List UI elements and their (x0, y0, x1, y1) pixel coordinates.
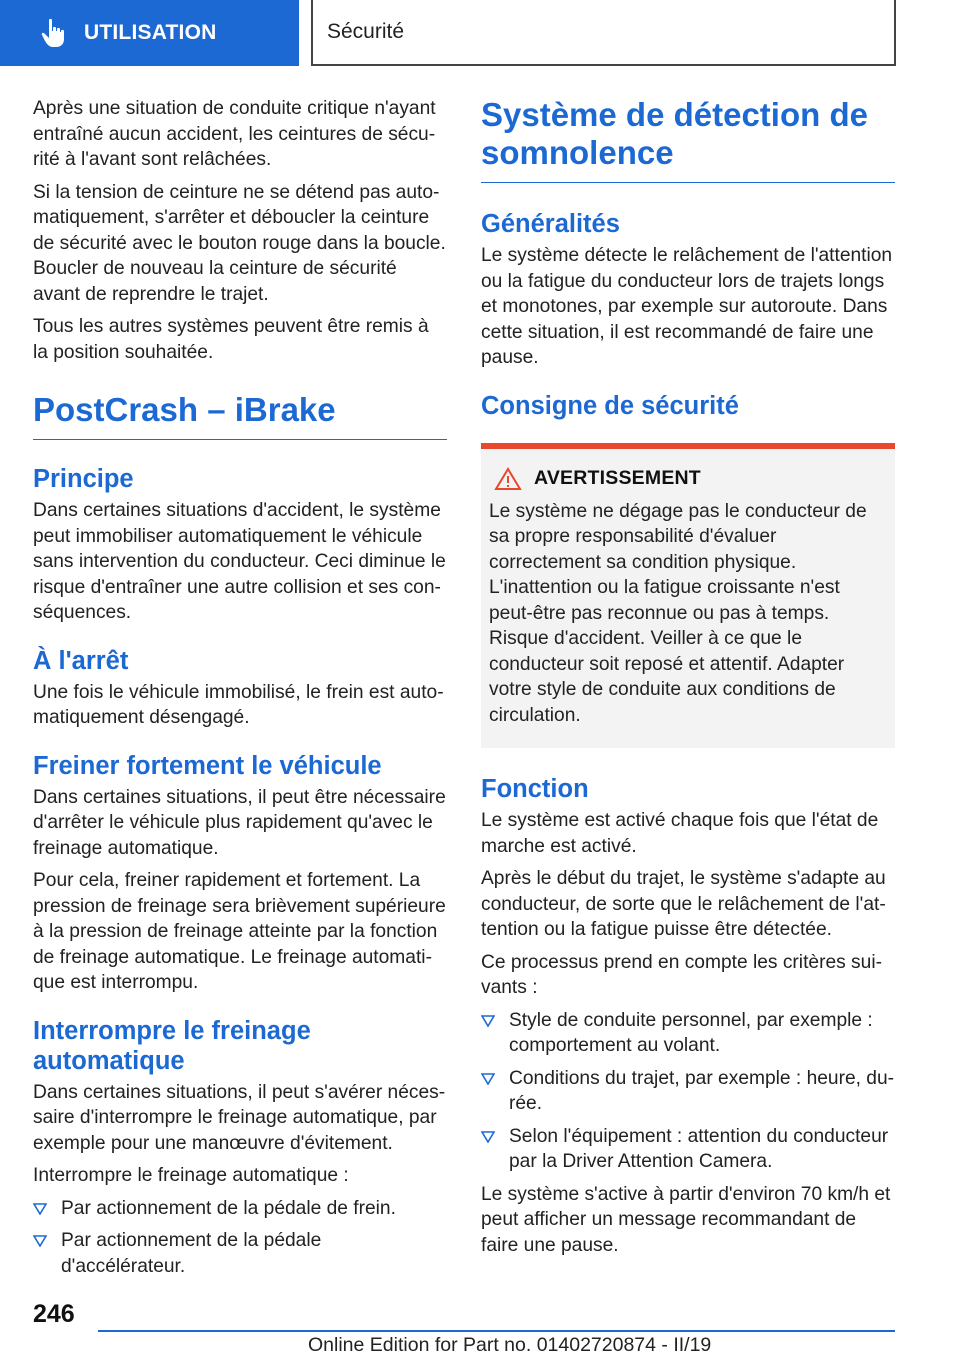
intro-paragraph-1: Après une situation de conduite critique n'ayant entraîné aucun accident, les ceintures de sécurité à l'avant sont relâchées. (33, 98, 436, 170)
freiner-heading: Freiner fortement le véhicule (33, 751, 382, 780)
list-item-text: Conditions du trajet, par exemple : heure, durée. (509, 1067, 895, 1114)
section-label: UTILISATION (84, 21, 217, 44)
warning-box (481, 443, 895, 749)
interrompre-heading: Interrompre le freinage automatique (33, 1016, 311, 1075)
warning-label: AVERTISSEMENT (534, 467, 701, 489)
principe-paragraph: Dans certaines situations d'accident, le système peut immobiliser automatiquement le véhicule sans intervention du conducteur. Ceci diminue le risque d'entraîner une autre collision et ses conséquences. (33, 500, 446, 623)
somnolence-heading: Système de détection de somnolence (481, 96, 895, 183)
principe-heading: Principe (33, 465, 134, 493)
list-item-text: Par actionnement de la pédale d'accélérateur. (61, 1230, 322, 1277)
page-number: 246 (33, 1300, 75, 1328)
left-column (33, 96, 447, 1286)
list-item-text: Par actionnement de la pédale de frein. (61, 1197, 396, 1219)
fonction-paragraph-2: Après le début du trajet, le système s'adapte au conducteur, de sorte que le relâchement de l'attention ou la fatigue puisse être détectée. (481, 868, 886, 940)
arret-heading: À l'arrêt (33, 646, 129, 675)
right-column (481, 96, 895, 1265)
list-item (481, 1066, 895, 1117)
section-tab[interactable] (0, 0, 299, 66)
triangle-bullet-icon (481, 1073, 495, 1085)
page-header (0, 0, 960, 66)
fonction-list (481, 1008, 895, 1175)
generalites-paragraph: Le système détecte le relâchement de l'attention ou la fatigue du conducteur lors de trajets longs et monotones, par exemple sur autoroute. Dans cette situation, il est recommandé de faire une pause. (481, 245, 893, 368)
footer-edition: Online Edition for Part no. 01402720874 - II/19 (308, 1334, 712, 1356)
intro-paragraph-2: Si la tension de ceinture ne se détend pas automatiquement, s'arrêter et déboucler la ceinture de sécurité avec le bouton rouge dans la boucle. Boucler de nouveau la ceinture de sécurité avant de reprendre le trajet. (33, 181, 446, 305)
triangle-bullet-icon (481, 1015, 495, 1027)
fonction-heading: Fonction (481, 775, 589, 803)
interrompre-paragraph-2: Interrompre le freinage automatique : (33, 1165, 349, 1186)
triangle-bullet-icon (33, 1235, 47, 1247)
freiner-paragraph-1: Dans certaines situations, il peut être nécessaire d'arrêter le véhicule plus rapidement qu'avec le freinage automatique. (33, 786, 446, 859)
interrompre-list (33, 1196, 447, 1280)
fonction-paragraph-1: Le système est activé chaque fois que l'état de marche est activé. (481, 810, 879, 857)
list-item (481, 1124, 895, 1175)
arret-paragraph: Une fois le véhicule immobilisé, le frein est automatiquement désengagé. (33, 681, 444, 728)
fonction-paragraph-3: Ce processus prend en compte les critères suivants : (481, 951, 882, 998)
freiner-paragraph-2: Pour cela, freiner rapidement et fortement. La pression de freinage sera brièvement supérieure à la pression de freinage atteinte par la fonction de freinage automatique. Le freinage automatique est interrompu. (33, 870, 446, 993)
generalites-heading: Généralités (481, 210, 620, 238)
intro-paragraph-3: Tous les autres systèmes peuvent être remis à la position souhaitée. (33, 316, 429, 363)
consigne-heading: Consigne de sécurité (481, 391, 739, 420)
warning-header (489, 467, 887, 491)
triangle-bullet-icon (481, 1131, 495, 1143)
footer-divider (98, 1330, 895, 1332)
hand-pointer-icon (38, 17, 70, 49)
warning-text: Le système ne dégage pas le conducteur de sa propre responsabilité d'évaluer correctement sa condition physique. L'inattention ou la fatigue croissante n'est peut-être pas reconnue ou pas à temps. Risque d'accident. Veiller à ce que le conducteur soit reposé et attentif. Adapter votre style de conduite aux conditions de circulation. (489, 500, 867, 726)
postcrash-heading: PostCrash – iBrake (33, 391, 447, 440)
chapter-title: Sécurité (327, 20, 405, 43)
list-item-text: Style de conduite personnel, par exemple : comportement au volant. (509, 1009, 873, 1056)
fonction-paragraph-4: Le système s'active à partir d'environ 70 km/h et peut afficher un message recommandant de faire une pause. (481, 1183, 891, 1256)
list-item-text: Selon l'équipement : attention du conducteur par la Driver Attention Camera. (509, 1125, 889, 1172)
warning-triangle-icon (494, 467, 522, 491)
chapter-title-box (311, 0, 896, 66)
list-item (481, 1008, 895, 1059)
interrompre-paragraph-1: Dans certaines situations, il peut s'avérer nécessaire d'interrompre le freinage automatique, par exemple pour une manœuvre d'évitement. (33, 1081, 446, 1154)
triangle-bullet-icon (33, 1203, 47, 1215)
list-item (33, 1196, 447, 1222)
list-item (33, 1228, 447, 1279)
